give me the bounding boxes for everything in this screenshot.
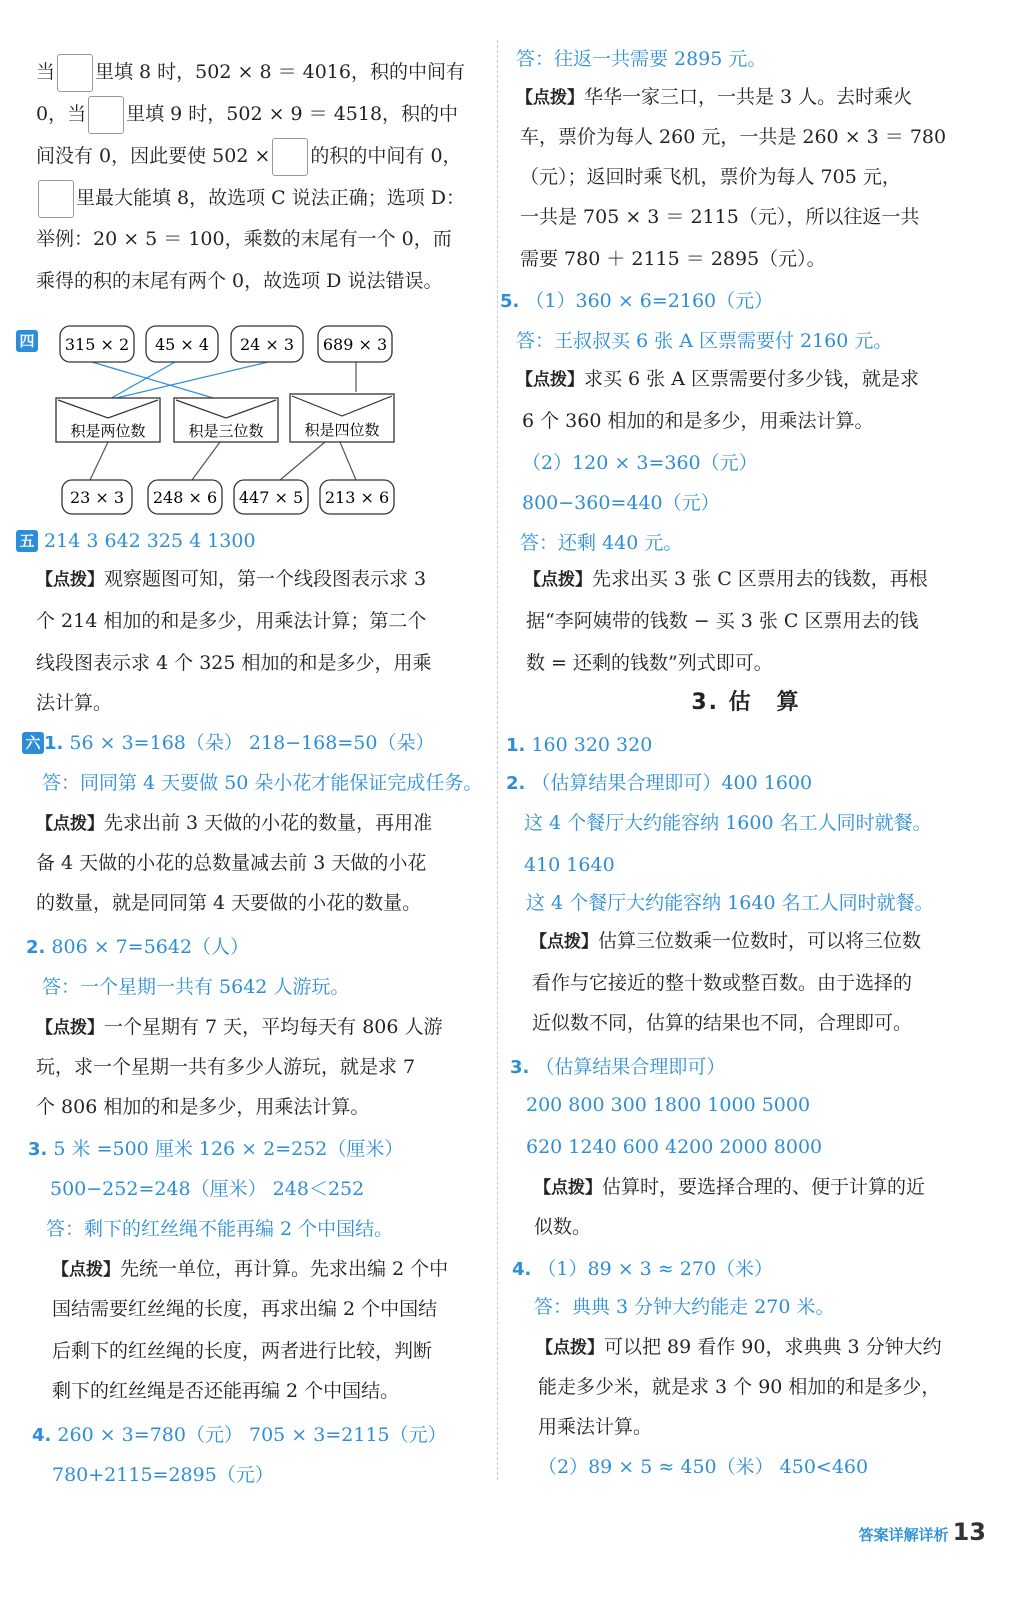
answer-box (88, 96, 124, 134)
text-line: 个 806 相加的和是多少，用乘法计算。 (36, 1096, 370, 1118)
text-line: 当 里填 8 时，502 × 8 ＝ 4016，积的中间有 (36, 54, 465, 92)
text-line: 近似数不同，估算的结果也不同，合理即可。 (532, 1012, 913, 1034)
expr-label: 447 × 5 (238, 488, 304, 507)
section-badge: 四 (16, 330, 38, 352)
answer-line: 答：典典 3 分钟大约能走 270 米。 (534, 1296, 835, 1318)
text-line: 法计算。 (36, 692, 113, 714)
text-line: 玩，求一个星期一共有多少人游玩，就是求 7 (36, 1056, 416, 1078)
text-line: 数 = 还剩的钱数”列式即可。 (526, 652, 773, 674)
envelope-label: 积是三位数 (188, 422, 264, 440)
expr-box (146, 326, 218, 362)
tip-line: 【点拨】求买 6 张 A 区票需要付多少钱，就是求 (516, 368, 919, 390)
tip-label: 【点拨】 (36, 570, 104, 590)
envelope-label: 积是两位数 (70, 422, 146, 440)
question-five: 5. （1）360 × 6=2160（元） (500, 290, 774, 312)
expr-label: 248 × 6 (152, 488, 218, 507)
envelope-two-digit (56, 398, 160, 442)
matching-diagram (20, 318, 410, 518)
text-line: （元）；返回时乘飞机，票价为每人 705 元， (520, 166, 901, 188)
match-line (280, 442, 325, 480)
section-six-q1: 六 1. 56 × 3=168（朵） 218−168=50（朵） (22, 728, 434, 759)
tip-label: 【点拨】 (530, 932, 598, 952)
question-four: 4. 260 × 3=780（元） 705 × 3=2115（元） (32, 1424, 447, 1446)
text-line: 线段图表示求 4 个 325 相加的和是多少，用乘 (36, 652, 432, 674)
expr-label: 689 × 3 (322, 335, 388, 354)
formula-line: （2）120 × 3=360（元） (522, 452, 758, 474)
tip-line: 【点拨】一个星期有 7 天，平均每天有 806 人游 (36, 1016, 443, 1038)
expr-label: 315 × 2 (64, 335, 130, 354)
tip-label: 【点拨】 (534, 1178, 602, 1198)
text-line: 用乘法计算。 (538, 1416, 653, 1438)
tip-line: 【点拨】估算时，要选择合理的、便于计算的近 (534, 1176, 926, 1198)
page-footer (859, 1518, 986, 1546)
envelope-three-digit (174, 398, 278, 442)
text-line: 举例：20 × 5 ＝ 100，乘数的末尾有一个 0，而 (36, 228, 452, 250)
expr-box (234, 480, 308, 514)
text-line: 个 214 相加的和是多少，用乘法计算；第二个 (36, 610, 427, 632)
expr-box (62, 480, 132, 514)
answer-line: 答：还剩 440 元。 (520, 532, 683, 554)
tip-line: 【点拨】观察题图可知，第一个线段图表示求 3 (36, 568, 427, 590)
match-line (92, 362, 220, 400)
envelope-four-digit (290, 394, 394, 442)
text-line: 能走多少米，就是求 3 个 90 相加的和是多少， (538, 1376, 941, 1398)
formula-line: （2）89 × 5 ≈ 450（米） 450<460 (538, 1456, 869, 1478)
tip-line: 【点拨】先统一单位，再计算。先求出编 2 个中 (52, 1258, 449, 1280)
expr-label: 24 × 3 (239, 335, 295, 354)
formula-line: 800−360=440（元） (522, 492, 720, 514)
expr-box (231, 326, 303, 362)
tip-label: 【点拨】 (516, 370, 584, 390)
section-five (16, 526, 256, 556)
estimate-q3: 3. （估算结果合理即可） (510, 1056, 726, 1078)
estimate-q4: 4. （1）89 × 3 ≈ 270（米） (512, 1258, 774, 1280)
formula-line: 500−252=248（厘米） 248＜252 (50, 1178, 365, 1200)
text-line: 里最大能填 8，故选项 C 说法正确；选项 D： (36, 180, 465, 218)
tip-line: 【点拨】先求出前 3 天做的小花的数量，再用准 (36, 812, 433, 834)
text-line: 间没有 0，因此要使 502 × 的积的中间有 0， (36, 138, 462, 176)
section-badge: 五 (16, 530, 38, 552)
column-divider (497, 40, 498, 1480)
answer-box (57, 54, 93, 92)
text-line: 看作与它接近的整十数或整百数。由于选择的 (532, 972, 913, 994)
text-line: 据“李阿姨带的钱数 − 买 3 张 C 区票用去的钱 (526, 610, 919, 632)
expr-label: 213 × 6 (324, 488, 390, 507)
formula-line: 780+2115=2895（元） (52, 1464, 274, 1486)
match-line (108, 362, 175, 400)
answer-line: 这 4 个餐厅大约能容纳 1640 名工人同时就餐。 (526, 892, 934, 914)
formula-line: 410 1640 (524, 854, 615, 876)
text-line: 国结需要红丝绳的长度，再求出编 2 个中国结 (52, 1298, 438, 1320)
tip-label: 【点拨】 (524, 570, 592, 590)
answer-box (272, 138, 308, 176)
text-line: 备 4 天做的小花的总数量减去前 3 天做的小花 (36, 852, 427, 874)
section-heading: 3. 估 算 (691, 690, 801, 715)
match-line (192, 442, 220, 480)
estimate-q1: 1. 160 320 320 (506, 734, 653, 756)
tip-label: 【点拨】 (536, 1338, 604, 1358)
tip-label: 【点拨】 (36, 1018, 104, 1038)
match-line (90, 442, 108, 480)
expr-box (148, 480, 222, 514)
text-line: 需要 780 ＋ 2115 ＝ 2895（元）。 (520, 248, 826, 270)
question-two: 2. 806 × 7=5642（人） (26, 936, 250, 958)
tip-line: 【点拨】华华一家三口，一共是 3 人。去时乘火 (516, 86, 913, 108)
answer-line: 答：王叔叔买 6 张 A 区票需要付 2160 元。 (516, 330, 893, 352)
text-line: 乘得的积的末尾有两个 0，故选项 D 说法错误。 (36, 270, 443, 292)
match-line (108, 362, 268, 400)
answer-line: 答：同同第 4 天要做 50 朵小花才能保证完成任务。 (42, 772, 483, 794)
match-line (340, 442, 356, 480)
envelope-label: 积是四位数 (304, 421, 380, 439)
text-line: 0，当 里填 9 时，502 × 9 ＝ 4518，积的中 (36, 96, 458, 134)
expr-box (60, 326, 134, 362)
answer-line: 这 4 个餐厅大约能容纳 1600 名工人同时就餐。 (524, 812, 932, 834)
text-line: 似数。 (534, 1216, 592, 1238)
footer-label: 答案详解详析 (858, 1526, 949, 1544)
page-number: 13 (952, 1518, 986, 1546)
text-line: 一共是 705 × 3 ＝ 2115（元），所以往返一共 (520, 206, 920, 228)
answer-line: 答：往返一共需要 2895 元。 (516, 48, 767, 70)
answer-box (38, 180, 74, 218)
expr-box (320, 480, 394, 514)
expr-box (318, 326, 392, 362)
tip-line: 【点拨】可以把 89 看作 90，求典典 3 分钟大约 (536, 1336, 942, 1358)
tip-line: 【点拨】估算三位数乘一位数时，可以将三位数 (530, 930, 922, 952)
section-badge: 六 (22, 732, 44, 754)
section-five-values: 214 3 642 325 4 1300 (44, 530, 256, 552)
text-line: 剩下的红丝绳是否还能再编 2 个中国结。 (52, 1380, 400, 1402)
tip-label: 【点拨】 (36, 814, 104, 834)
text-line: 车，票价为每人 260 元，一共是 260 × 3 ＝ 780 (520, 126, 947, 148)
expr-label: 45 × 4 (154, 335, 210, 354)
estimate-row: 200 800 300 1800 1000 5000 (526, 1094, 811, 1116)
tip-line: 【点拨】先求出买 3 张 C 区票用去的钱数，再根 (524, 568, 928, 590)
expr-label: 23 × 3 (69, 488, 125, 507)
tip-label: 【点拨】 (516, 88, 584, 108)
question-three: 3. 5 米 =500 厘米 126 × 2=252（厘米） (28, 1138, 404, 1160)
text-line: 后剩下的红丝绳的长度，两者进行比较，判断 (52, 1340, 433, 1362)
answer-line: 答：剩下的红丝绳不能再编 2 个中国结。 (46, 1218, 394, 1240)
answer-line: 答：一个星期一共有 5642 人游玩。 (42, 976, 350, 998)
estimate-q2: 2. （估算结果合理即可）400 1600 (506, 772, 813, 794)
estimate-row: 620 1240 600 4200 2000 8000 (526, 1136, 823, 1158)
text-line: 的数量，就是同同第 4 天要做的小花的数量。 (36, 892, 422, 914)
tip-label: 【点拨】 (52, 1260, 120, 1280)
text-line: 6 个 360 相加的和是多少，用乘法计算。 (522, 410, 874, 432)
